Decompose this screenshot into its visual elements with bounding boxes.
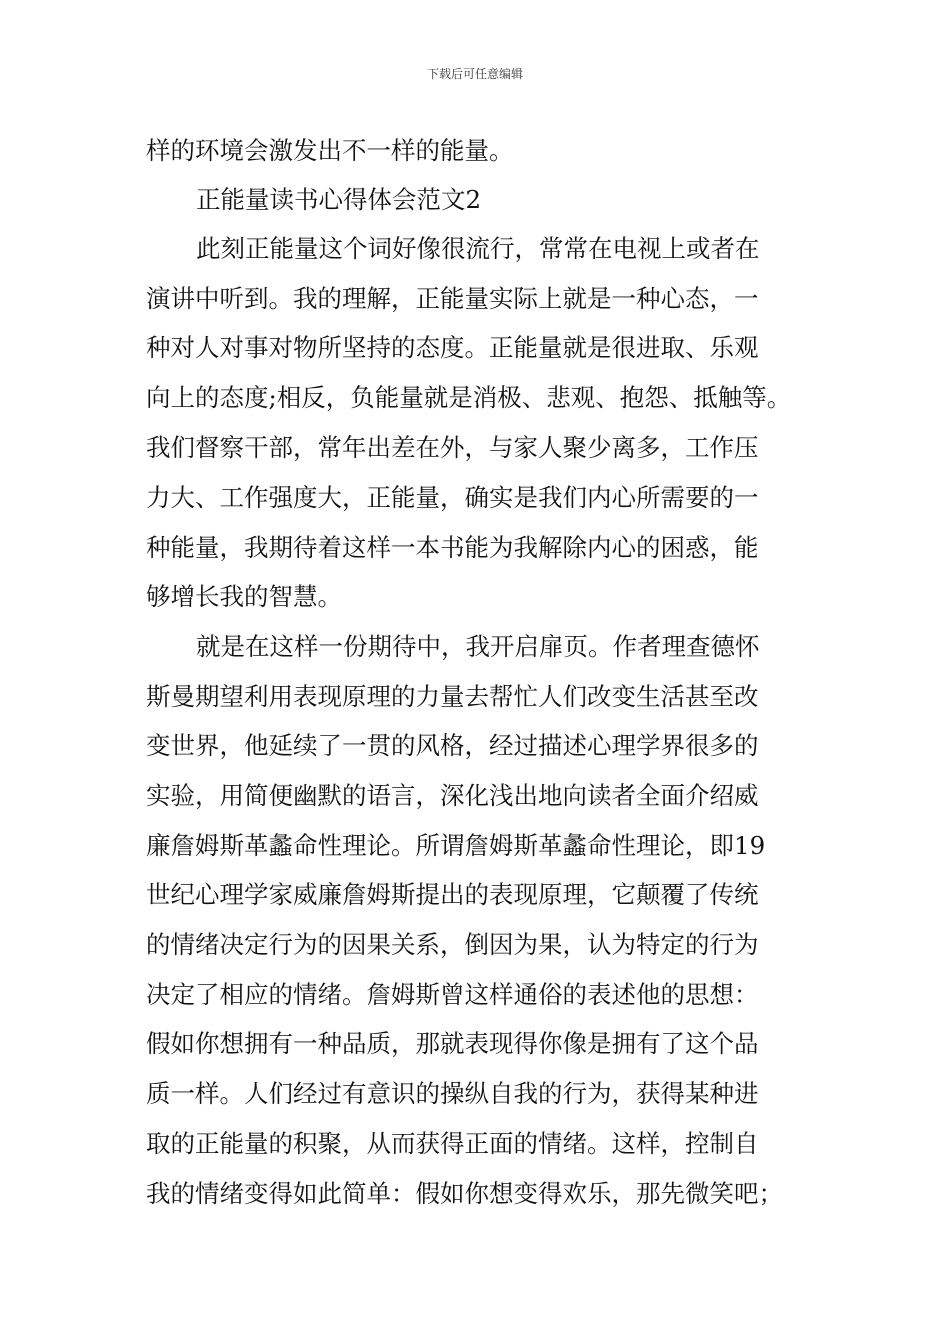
text-line: 变世界，他延续了一贯的风格，经过描述心理学界很多的: [146, 731, 759, 760]
text-line: 的情绪决定行为的因果关系，倒因为果，认为特定的行为: [146, 930, 759, 959]
text-line: 取的正能量的积聚，从而获得正面的情绪。这样，控制自: [146, 1129, 759, 1158]
text-line: 种能量，我期待着这样一本书能为我解除内心的困惑，能: [146, 533, 759, 562]
text-line: 假如你想拥有一种品质，那就表现得你像是拥有了这个品: [146, 1029, 759, 1058]
section-heading: 正能量读书心得体会范文2: [196, 185, 482, 214]
text-line: 斯曼期望利用表现原理的力量去帮忙人们改变生活甚至改: [146, 682, 759, 711]
text-line: 够增长我的智慧。: [146, 582, 342, 611]
text-line: 决定了相应的情绪。詹姆斯曾这样通俗的表述他的思想：: [146, 980, 759, 1009]
text-line: 世纪心理学家威廉詹姆斯提出的表现原理，它颠覆了传统: [146, 880, 759, 909]
text-line: 向上的态度;相反，负能量就是消极、悲观、抱怨、抵触等。: [146, 383, 792, 412]
text-line: 实验，用简便幽默的语言，深化浅出地向读者全面介绍威: [146, 781, 759, 810]
text-line: 力大、工作强度大，正能量，确实是我们内心所需要的一: [146, 483, 759, 512]
text-line: 样的环境会激发出不一样的能量。: [146, 136, 514, 165]
text-line: 质一样。人们经过有意识的操纵自我的行为，获得某种进: [146, 1079, 759, 1108]
text-line: 我的情绪变得如此简单：假如你想变得欢乐，那先微笑吧；: [146, 1179, 783, 1208]
text-line: 演讲中听到。我的理解，正能量实际上就是一种心态，一: [146, 284, 759, 313]
text-line: 我们督察干部，常年出差在外，与家人聚少离多，工作压: [146, 433, 759, 462]
paragraph-first-line: 就是在这样一份期待中，我开启扉页。作者理查德怀: [196, 632, 760, 661]
text-line: 廉詹姆斯革蠡命性理论。所谓詹姆斯革蠡命性理论，即19: [146, 831, 766, 860]
text-line: 种对人对事对物所坚持的态度。正能量就是很进取、乐观: [146, 333, 759, 362]
page-header: 下载后可任意编辑: [426, 67, 523, 81]
paragraph-first-line: 此刻正能量这个词好像很流行，常常在电视上或者在: [196, 234, 760, 263]
